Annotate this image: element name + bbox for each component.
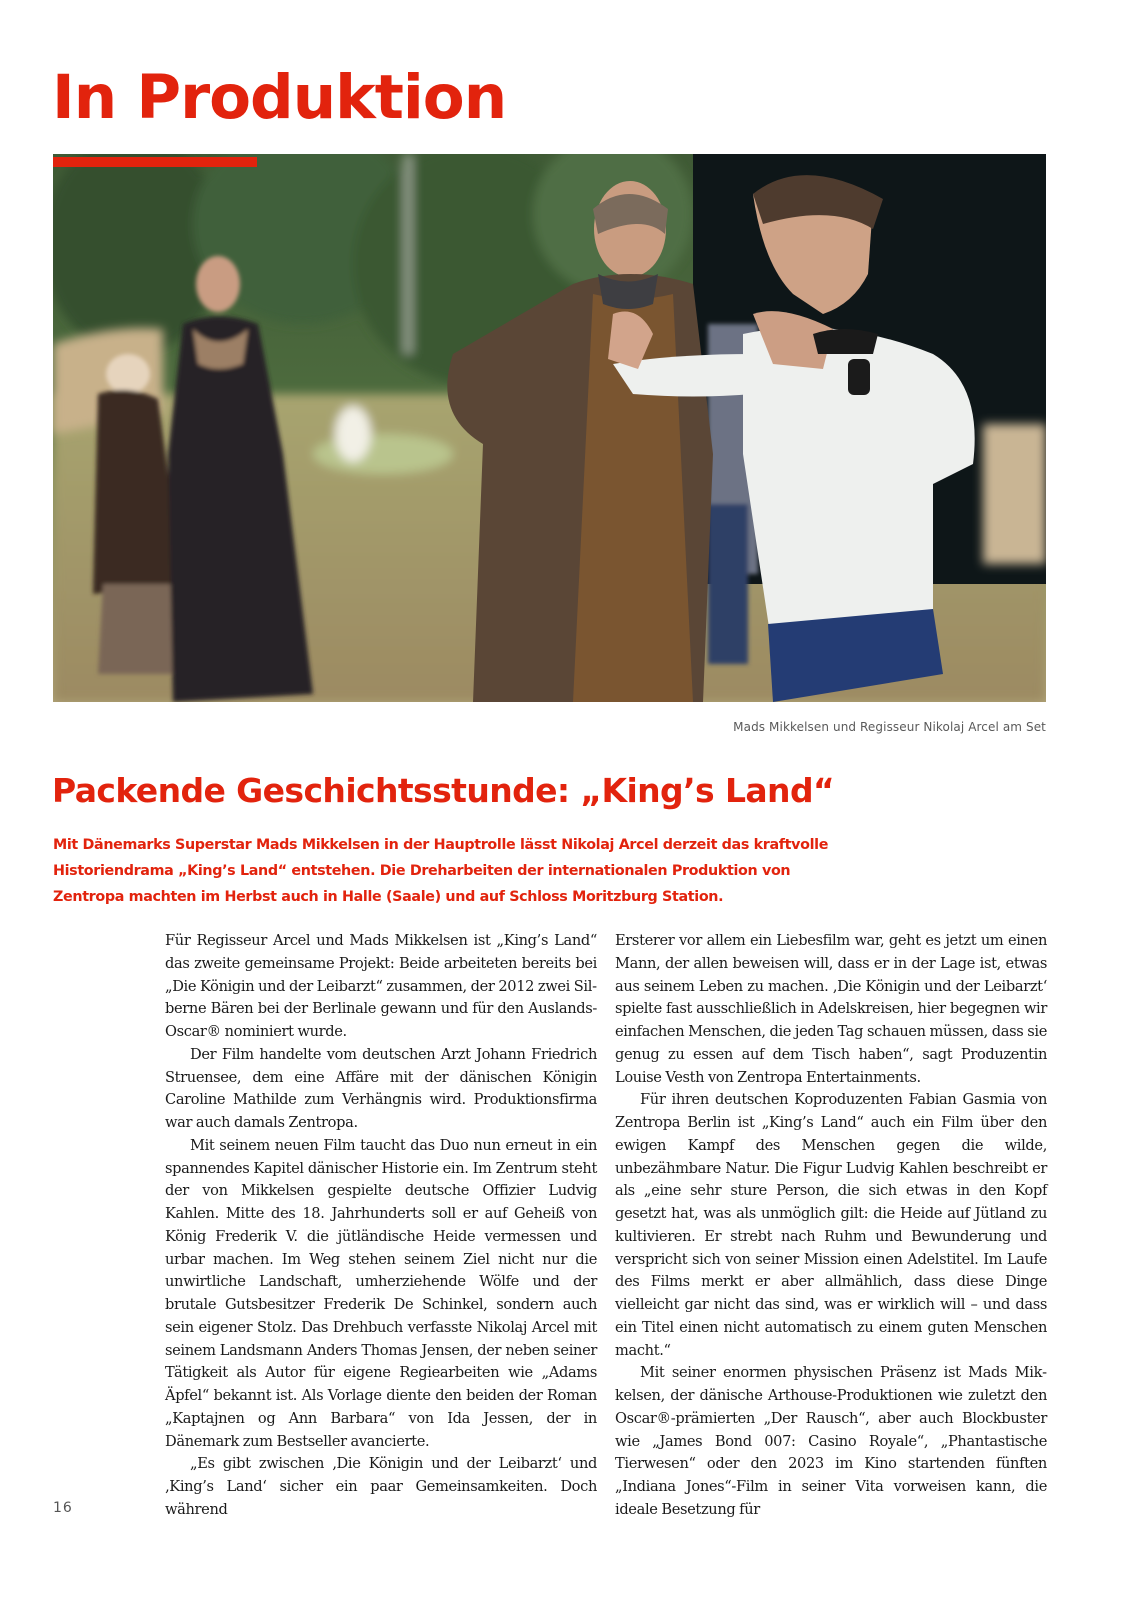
section-title: In Produktion <box>52 62 507 133</box>
body-paragraph: „Es gibt zwischen ‚Die Königin und der Leibarzt‘ und ‚King’s Land‘ sicher ein paar Gemeinsamkeiten. Doch während <box>165 1455 597 1518</box>
body-paragraph: Der Film handelte vom deutschen Arzt Johann Friedrich Struensee, dem eine Affäre mit der dänischen Königin Caroline Mathilde zum Verhängnis wird. Produktionsfirma war auch damals Zentropa. <box>165 1045 597 1131</box>
page-number: 16 <box>53 1500 73 1516</box>
body-paragraph: Für Regisseur Arcel und Mads Mikkelsen ist „King’s Land“ das zweite gemeinsame Projekt: Beide arbeiteten bereits bei „Die Königin und der Leibarzt“ zusammen, der 2012 zwei Silberne Bären bei der Berlinale gewann und für den Auslands-Oscar® nominiert wurde. <box>165 932 597 1040</box>
accent-bar <box>53 157 257 167</box>
body-paragraph: Mit seinem neuen Film taucht das Duo nun erneut in ein spannendes Kapitel dänischer Historie ein. Im Zentrum steht der von Mikkelsen gespielte deutsche Offizier Ludvig Kahlen. Mitte des 18. Jahrhunderts soll er auf Geheiß von König Frederik V. die jütländische Heide vermessen und urbar machen. Im Weg stehen seinem Ziel nicht nur die unwirtliche Landschaft, umherziehende Wölfe und der brutale Gutsbesitzer Frederik De Schinkel, sondern auch sein eigener Stolz. Das Drehbuch verfasste Nikolaj Arcel mit seinem Landsmann Anders Thomas Jensen, der neben seiner Tätigkeit als Autor für eigene Regiearbeiten wie „Adams Äpfel“ bekannt ist. Als Vorlage diente den beiden der Roman „Kaptajnen og Ann Barbara“ von Ida Jessen, der in Dänemark zum Bestseller avancierte. <box>165 1136 597 1450</box>
article-title: Packende Geschichtsstunde: „King’s Land“ <box>52 771 835 810</box>
article-lead: Mit Dänemarks Superstar Mads Mikkelsen in der Hauptrolle lässt Nikolaj Arcel derzeit das kraftvolle Historiendrama „King’s Land“ entstehen. Die Dreharbeiten der internationalen Produktion von Zentropa machten im Herbst auch in Halle (Saale) und auf Schloss Moritzburg Station. <box>53 837 829 905</box>
body-column-left <box>165 930 597 1522</box>
body-paragraph: Ersterer vor allem ein Liebesfilm war, geht es jetzt um einen Mann, der allen beweisen will, dass er in der Lage ist, etwas aus seinem Leben zu machen. ‚Die Königin und der Leibarzt‘ spielte fast ausschließlich in Adelskreisen, hier begegnen wir einfachen Menschen, die jeden Tag schauen müssen, dass sie genug zu essen auf dem Tisch haben“, sagt Produzentin Louise Vesth von Zentropa Entertainments. <box>615 932 1047 1086</box>
article-photo <box>53 154 1046 702</box>
body-column-right <box>615 930 1047 1522</box>
film-set-photo-illustration <box>53 154 1046 702</box>
body-paragraph: Für ihren deutschen Koproduzenten Fabian Gasmia von Zentropa Berlin ist „King’s Land“ auch ein Film über den ewigen Kampf des Menschen gegen die wilde, unbezähmbare Natur. Die Figur Ludvig Kahlen beschreibt er als „eine sehr sture Person, die sich etwas in den Kopf gesetzt hat, was als unmöglich gilt: die Heide auf Jütland zu kultivieren. Er strebt nach Ruhm und Bewunderung und verspricht sich von seiner Mission einen Adelstitel. Im Laufe des Films merkt er aber allmählich, dass diese Dinge vielleicht gar nicht das sind, was er wirklich will – und dass ein Titel einen nicht automatisch zu einem guten Menschen macht.“ <box>615 1091 1047 1359</box>
body-paragraph: Mit seiner enormen physischen Präsenz ist Mads Mikkelsen, der dänische Arthouse-Produktionen wie zuletzt den Oscar®-prämierten „Der Rausch“, aber auch Blockbuster wie „James Bond 007: Casino Royale“, „Phantastische Tierwesen“ oder den 2023 im Kino startenden fünften „Indiana Jones“-Film in seiner Vita vorweisen kann, die ideale Besetzung für <box>615 1364 1047 1518</box>
photo-caption: Mads Mikkelsen und Regisseur Nikolaj Arcel am Set <box>733 720 1046 734</box>
